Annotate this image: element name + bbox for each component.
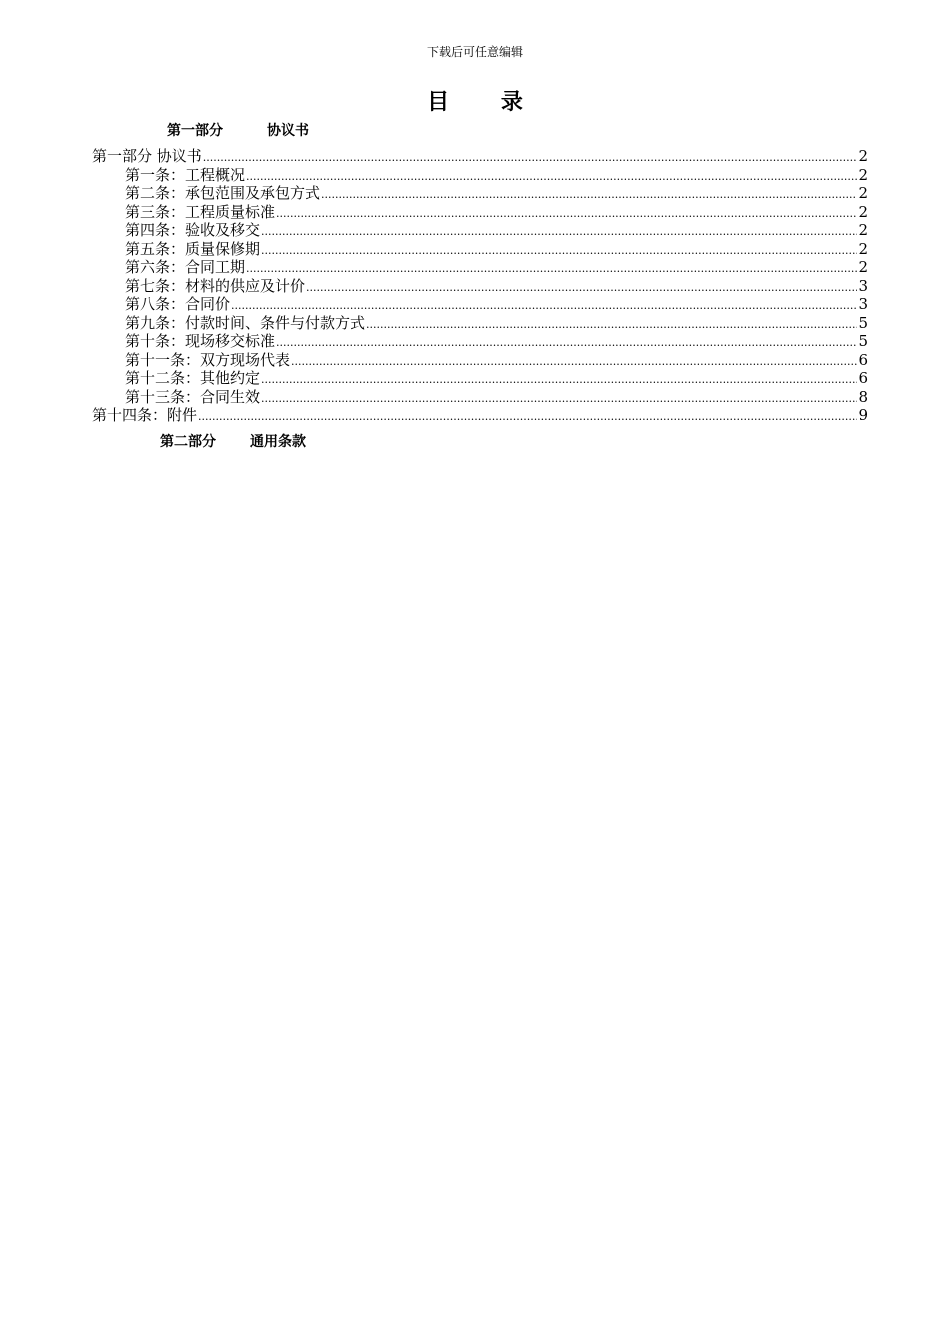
toc-entry-text: 第三条：工程质量标准 bbox=[125, 202, 276, 221]
toc-entry[interactable] bbox=[92, 314, 868, 333]
toc-entry-page: 2 bbox=[858, 165, 868, 184]
toc-leader bbox=[366, 316, 857, 333]
toc-leader bbox=[306, 279, 857, 296]
toc-entry-page: 3 bbox=[858, 276, 868, 295]
toc-entry-text: 第十四条：附件 bbox=[92, 406, 198, 424]
toc-entry-text: 第十一条：双方现场代表 bbox=[125, 350, 291, 369]
toc-leader bbox=[321, 186, 857, 203]
toc-entry-text: 第一条：工程概况 bbox=[125, 165, 246, 184]
toc-leader bbox=[261, 223, 857, 240]
toc-title: 目 录 bbox=[427, 89, 545, 115]
part-two-label: 第二部分 bbox=[160, 434, 216, 450]
toc-entry-text: 第十条：现场移交标准 bbox=[125, 332, 276, 350]
toc-entry[interactable] bbox=[92, 388, 868, 407]
toc-entry-page: 2 bbox=[858, 239, 868, 258]
toc-entry[interactable] bbox=[92, 184, 868, 203]
toc-leader bbox=[291, 353, 857, 370]
toc-entry-page: 3 bbox=[858, 295, 868, 313]
part-one-name: 协议书 bbox=[267, 123, 309, 139]
toc-entry[interactable] bbox=[92, 351, 868, 370]
toc-list bbox=[92, 147, 868, 425]
part-one-label: 第一部分 bbox=[167, 123, 223, 139]
toc-leader bbox=[203, 149, 858, 166]
toc-leader bbox=[276, 205, 857, 222]
toc-entry-text: 第五条：质量保修期 bbox=[125, 239, 261, 258]
toc-entry-page: 8 bbox=[858, 387, 868, 406]
toc-leader bbox=[246, 260, 857, 277]
toc-entry[interactable] bbox=[92, 166, 868, 185]
toc-entry-text: 第四条：验收及移交 bbox=[125, 221, 261, 239]
toc-entry[interactable] bbox=[92, 295, 868, 314]
toc-leader bbox=[261, 242, 857, 259]
toc-entry-text: 第七条：材料的供应及计价 bbox=[125, 276, 306, 295]
part-two-name: 通用条款 bbox=[250, 434, 306, 450]
toc-entry-text: 第二条：承包范围及承包方式 bbox=[125, 184, 321, 202]
toc-entry-text: 第六条：合同工期 bbox=[125, 258, 246, 276]
toc-entry[interactable] bbox=[92, 147, 868, 166]
toc-entry-page: 2 bbox=[858, 147, 868, 165]
toc-entry-page: 2 bbox=[858, 184, 868, 202]
toc-leader bbox=[276, 334, 857, 351]
toc-entry-page: 2 bbox=[858, 221, 868, 239]
toc-entry-page: 9 bbox=[858, 406, 868, 424]
toc-entry-page: 2 bbox=[858, 258, 868, 276]
toc-entry[interactable] bbox=[92, 277, 868, 296]
toc-entry-page: 6 bbox=[858, 369, 868, 387]
toc-leader bbox=[261, 371, 857, 388]
toc-leader bbox=[231, 297, 857, 314]
toc-entry-text: 第八条：合同价 bbox=[125, 295, 231, 313]
toc-entry-text: 第九条：付款时间、条件与付款方式 bbox=[125, 313, 366, 332]
toc-entry-page: 2 bbox=[858, 202, 868, 221]
part-one-heading bbox=[167, 122, 309, 140]
toc-leader bbox=[246, 168, 857, 185]
toc-entry-page: 5 bbox=[858, 313, 868, 332]
toc-leader bbox=[198, 408, 857, 425]
toc-entry-text: 第一部分 协议书 bbox=[92, 147, 202, 165]
toc-entry[interactable] bbox=[92, 240, 868, 259]
toc-leader bbox=[261, 390, 857, 407]
toc-entry[interactable] bbox=[92, 258, 868, 277]
toc-entry-text: 第十三条：合同生效 bbox=[125, 387, 261, 406]
toc-entry-text: 第十二条：其他约定 bbox=[125, 369, 261, 387]
toc-entry[interactable] bbox=[92, 221, 868, 240]
toc-entry-page: 6 bbox=[858, 350, 868, 369]
part-two-heading bbox=[160, 433, 306, 451]
toc-entry[interactable] bbox=[92, 203, 868, 222]
toc-entry[interactable] bbox=[92, 406, 868, 425]
toc-entry-page: 5 bbox=[858, 332, 868, 350]
toc-entry[interactable] bbox=[92, 369, 868, 388]
toc-entry[interactable] bbox=[92, 332, 868, 351]
page-header: 下载后可任意编辑 bbox=[426, 45, 523, 59]
